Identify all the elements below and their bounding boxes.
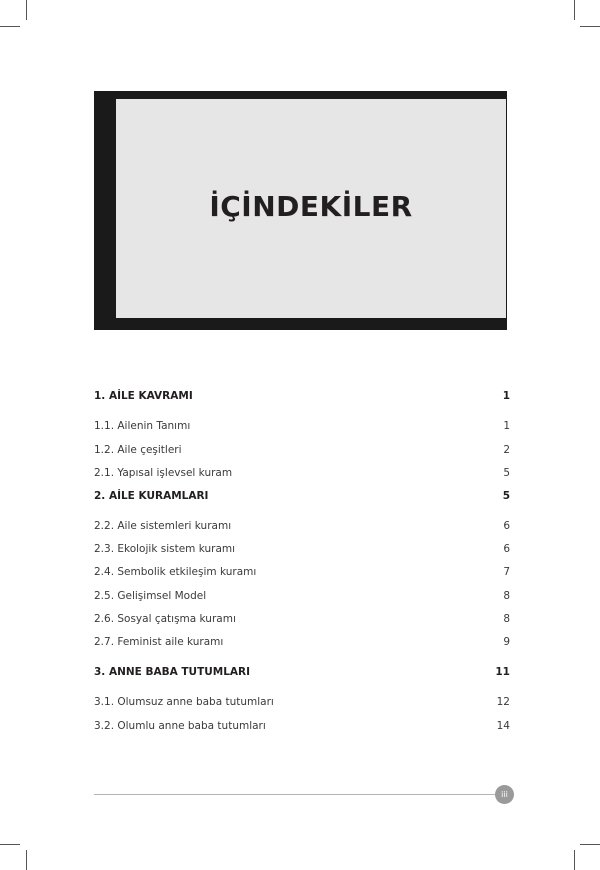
toc-page-number: 7 bbox=[503, 566, 510, 578]
toc-entry-label: 2.1. Yapısal işlevsel kuram bbox=[94, 467, 233, 479]
toc-section-row bbox=[94, 467, 514, 479]
toc-section-row bbox=[94, 566, 514, 578]
toc-chapter-row bbox=[94, 490, 514, 502]
toc-section-row bbox=[94, 420, 514, 432]
crop-mark-bottom-left bbox=[26, 850, 27, 870]
toc-entry-label: 2.2. Aile sistemleri kuramı bbox=[94, 520, 232, 532]
crop-mark-top-right bbox=[574, 0, 575, 20]
toc-page-number: 12 bbox=[496, 696, 510, 708]
toc-entry-label: 2.5. Gelişimsel Model bbox=[94, 590, 207, 602]
toc-entry-label: 2.6. Sosyal çatışma kuramı bbox=[94, 613, 236, 625]
toc-page-number: 1 bbox=[502, 390, 510, 402]
toc-entry-label: 2. AİLE KURAMLARI bbox=[94, 490, 209, 502]
crop-mark-bottom-right bbox=[574, 850, 575, 870]
toc-page-number: 2 bbox=[503, 444, 510, 456]
toc-page-number: 5 bbox=[502, 490, 510, 502]
toc-page-number: 5 bbox=[503, 467, 510, 479]
crop-mark-left-bottom bbox=[0, 844, 20, 845]
toc-section-row bbox=[94, 520, 514, 532]
toc-entry-label: 1.2. Aile çeşitleri bbox=[94, 444, 182, 456]
page-number-badge: iii bbox=[495, 785, 514, 804]
toc-entry-label: 3.1. Olumsuz anne baba tutumları bbox=[94, 696, 274, 708]
toc-section-row bbox=[94, 543, 514, 555]
toc-page-number: 8 bbox=[503, 590, 510, 602]
toc-page-number: 14 bbox=[496, 720, 510, 732]
toc-page-number: 6 bbox=[503, 543, 510, 555]
toc-section-row bbox=[94, 696, 514, 708]
crop-mark-right-top bbox=[580, 26, 600, 27]
toc-entry-label: 1. AİLE KAVRAMI bbox=[94, 390, 193, 402]
toc-page-number: 11 bbox=[495, 666, 510, 678]
toc-page-number: 6 bbox=[503, 520, 510, 532]
toc-entry-label: 3.2. Olumlu anne baba tutumları bbox=[94, 720, 266, 732]
footer-rule bbox=[94, 794, 496, 795]
crop-mark-right-bottom bbox=[580, 844, 600, 845]
toc-section-row bbox=[94, 720, 514, 732]
toc-page-number: 1 bbox=[503, 420, 510, 432]
toc-page-number: 8 bbox=[503, 613, 510, 625]
toc-section-row bbox=[94, 444, 514, 456]
toc-chapter-row bbox=[94, 390, 514, 402]
toc-section-row bbox=[94, 613, 514, 625]
toc-entry-label: 3. ANNE BABA TUTUMLARI bbox=[94, 666, 251, 678]
toc-section-row bbox=[94, 590, 514, 602]
toc-chapter-row bbox=[94, 666, 514, 678]
toc-section-row bbox=[94, 636, 514, 648]
toc-entry-label: 1.1. Ailenin Tanımı bbox=[94, 420, 191, 432]
crop-mark-left-top bbox=[0, 26, 20, 27]
page-title: İÇİNDEKİLER bbox=[209, 190, 413, 223]
toc-entry-label: 2.4. Sembolik etkileşim kuramı bbox=[94, 566, 257, 578]
toc-entry-label: 2.3. Ekolojik sistem kuramı bbox=[94, 543, 236, 555]
toc-entry-label: 2.7. Feminist aile kuramı bbox=[94, 636, 224, 648]
toc-page-number: 9 bbox=[503, 636, 510, 648]
crop-mark-top-left bbox=[26, 0, 27, 20]
